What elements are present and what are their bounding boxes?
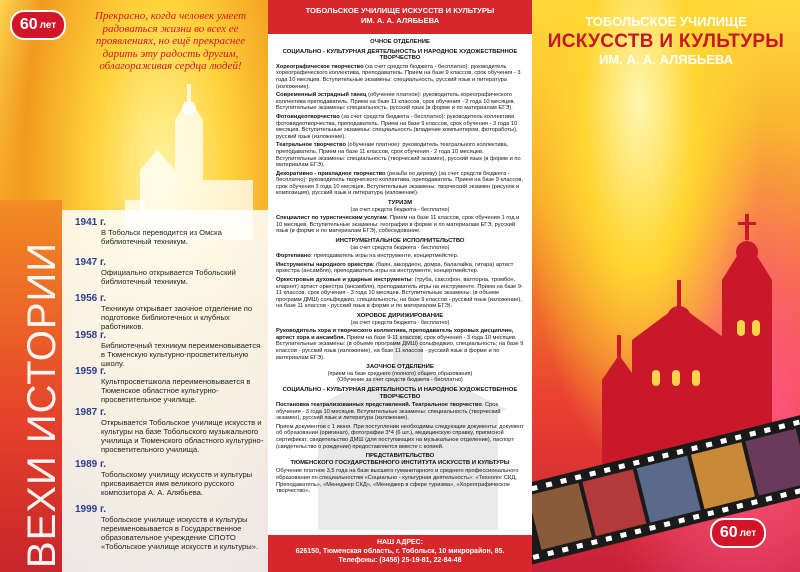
church-silhouette-left	[120, 80, 260, 240]
timeline-item	[75, 294, 265, 331]
section-heading: СОЦИАЛЬНО - КУЛЬТУРНАЯ ДЕЯТЕЛЬНОСТЬ И НАРОДНОЕ ХУДОЖЕСТВЕННОЕ ТВОРЧЕСТВО	[282, 48, 518, 62]
badge-suffix: лет	[39, 19, 57, 31]
program-name: Театральное творчество	[276, 142, 346, 149]
timeline-text: В Тобольск переводится из Омска библиотечный техникум.	[101, 228, 222, 246]
section-subheading: (за счет средств бюджета - бесплатно)	[350, 319, 450, 326]
admissions-text	[276, 36, 524, 495]
timeline-item	[75, 367, 265, 404]
program-paragraph	[276, 262, 524, 275]
epigraph-quote: Прекрасно, когда человек умеет радоваться жизни во всех ее проявлениях, но ещё прекраснее дарить эту радость другим, облагораживая сердца людей!	[94, 10, 247, 72]
section-heading: ХОРОВОЕ ДИРИЖИРОВАНИЕ	[356, 312, 444, 319]
program-name: Фотовидеотворчество	[276, 113, 340, 120]
program-details: (резьба по дереву) (за счет средств бюджета - бесплатно): руководитель творческого коллектива, преподаватель. Прием на базе 9 классов, срок обучения 3 года 10 месяцев. Вступительные экзамены: творческий экзамен (рисунок и композиция), русский язык и литература (изложение).	[276, 170, 524, 197]
program-paragraph	[276, 328, 524, 361]
timeline-year: 1956 г.	[75, 293, 106, 304]
school-name: ТОБОЛЬСКОЕ УЧИЛИЩЕ ИСКУССТВ И КУЛЬТУРЫ	[305, 6, 495, 15]
vertical-title: ВЕХИ ИСТОРИИ	[20, 241, 64, 569]
section-heading: СОЦИАЛЬНО - КУЛЬТУРНАЯ ДЕЯТЕЛЬНОСТЬ И НАРОДНОЕ ХУДОЖЕСТВЕННОЕ ТВОРЧЕСТВО	[282, 386, 518, 400]
photo-film-strip	[532, 405, 800, 572]
timeline-year: 1958 г.	[75, 330, 106, 341]
program-details: . Прием на базе 11 классов, срок обучения 1 год и 10 месяцев. Вступительные экзамены: география в форме и по материалам ЕГЭ, русский язык (в форме и по материалам ЕГЭ), собеседование.	[276, 215, 520, 235]
phone-numbers: Телефоны: (3456) 25-19-81, 22-84-48	[338, 557, 462, 564]
left-panel	[0, 0, 268, 572]
program-details: (за счет средств бюджета - бесплатно): руководитель хореографического коллектива, преподаватель. Прием на базе 9 классов, срок обучения - 3 года 10 месяцев. Вступительные экзамены: специальность, русский язык и литература (изложение).	[276, 63, 521, 90]
timeline-year: 1941 г.	[75, 217, 106, 228]
program-name: Фортепиано	[276, 253, 311, 260]
timeline-text: Тобольскому училищу искусств и культуры присваивается имя великого русского композитора А. А. Алябьева.	[101, 470, 253, 497]
anniversary-badge	[10, 10, 66, 40]
program-paragraph	[276, 92, 524, 112]
contact-footer	[268, 535, 532, 572]
timeline-item	[75, 258, 265, 286]
program-paragraph	[276, 171, 524, 197]
timeline-year: 1989 г.	[75, 459, 106, 470]
section-heading: ИНСТРУМЕНТАЛЬНОЕ ИСПОЛНИТЕЛЬСТВО	[335, 238, 465, 245]
timeline-text: Культпросветшкола переименовывается в Тюменское областное культурно-просветительное училище.	[101, 377, 251, 404]
program-paragraph	[276, 142, 524, 168]
section-subheading: (прием на базе среднего (полного) общего образования)	[327, 370, 473, 377]
program-paragraph	[276, 64, 524, 90]
program-name: Руководитель хора и творческого коллектива, преподаватель хоровых дисциплин, артист хора и ансамбля.	[276, 328, 514, 341]
timeline-item	[75, 460, 265, 497]
section-heading: ТУРИЗМ	[387, 200, 413, 207]
badge-number: 60	[719, 524, 738, 541]
timeline-item	[75, 505, 265, 551]
badge-suffix: лет	[739, 527, 757, 539]
timeline-text: Библиотечный техникум переименовывается в Тюменскую культурно-просветительную школу.	[101, 341, 261, 368]
timeline-text: Техникум открывает заочное отделение по подготовке библиотечных и клубных работников.	[101, 304, 253, 331]
section-subheading: (за счет средств бюджета - бесплатно)	[350, 206, 450, 213]
address-label: НАШ АДРЕС:	[376, 539, 424, 546]
section-heading: ЗАОЧНОЕ ОТДЕЛЕНИЕ	[366, 364, 434, 371]
timeline-text: Открывается Тобольское училище искусств и культуры на базе Тобольского музыкального училища и Тюменского областного культурно-просветительного училища.	[101, 418, 264, 454]
program-name: Современный эстрадный танец	[276, 92, 367, 99]
program-name: Оркестровые духовые и ударные инструменты	[276, 277, 412, 283]
program-details: (за счет средств бюджета - бесплатно): руководитель коллектива фотовидеотворчества, преподаватель. Прием на базе 9 классов, срок обучения - 3 года 10 месяцев. Вступительные экзамены: специальность (владение компьютером, фотоработы), русский язык (изложение).	[276, 113, 518, 140]
program-name: Хореографическое творчество	[276, 63, 364, 70]
section-heading: ТЮМЕНСКОГО ГОСУДАРСТВЕННОГО ИНСТИТУТА ИСКУССТВ И КУЛЬТУРЫ	[290, 459, 510, 466]
program-details: (обучение платное): руководитель театрального коллектива, преподаватель. Прием на базе 11 классов, срок обучения - 2 года 10 месяцев. Вступительные экзамены: специальность (творческий экзамен), русский язык (в форме и по материалам ЕГЭ).	[276, 142, 521, 169]
program-paragraph	[276, 402, 524, 422]
middle-panel	[268, 0, 532, 572]
address-text: 626150, Тюменская область, г. Тобольск, 10 микрорайон, 85.	[295, 548, 505, 555]
program-name: Специалист по туристическим услугам	[276, 215, 387, 222]
timeline-year: 1987 г.	[75, 407, 106, 418]
program-paragraph	[276, 277, 524, 310]
timeline-year: 1959 г.	[75, 366, 106, 377]
timeline-text: Тобольское училище искусств и культуры переименовывается в Государственное образовательное учреждение СПОТО «Тобольское училище искусств и культуры».	[101, 515, 259, 551]
right-panel	[532, 0, 800, 572]
cover-title-line2: ИСКУССТВ И КУЛЬТУРЫ	[547, 31, 785, 52]
program-name: Декоративно - прикладное творчество	[276, 170, 386, 177]
timeline-year: 1999 г.	[75, 504, 106, 515]
program-paragraph	[276, 253, 524, 260]
timeline-item	[75, 218, 265, 246]
program-details: : (баян, аккордеон, домра, балалайка, гитара) артист оркестра (ансамбля), преподаватель игры на инструменте, концертмейстер.	[276, 261, 514, 275]
representative-paragraph: Обучение платное 3,5 года на базе высшего гуманитарного и среднего профессионального образования по специальностям «Социально - культурная деятельность»: «Технолог СКД, Преподаватель», «Менеджер СКД», «Менеджер в сфере туризма», «Хореографическое творчество».	[276, 468, 519, 495]
cover-title-line1: ТОБОЛЬСКОЕ УЧИЛИЩЕ	[585, 14, 747, 29]
cover-title-line3: ИМ. А. А. АЛЯБЬЕВА	[598, 52, 734, 67]
program-name: Постановка театрализованных представлений. Театральное творчество	[276, 402, 482, 409]
program-details: : (труба, саксофон, валторна, тромбон, кларнет) артист оркестра (ансамбля), преподаватель игры на инструменте. Прием на базе 9-11 классов, срок обучения - 3 года 10 месяцев. Вступительные экзамены: (в объеме программ ДМШ) сольфеджио, специальность; на базе 9 классов - русский язык (изложение), на базе 11 классов - русский язык в форме и по материалам ЕГЭ).	[276, 277, 523, 310]
section-heading: ПРЕДСТАВИТЕЛЬСТВО	[365, 453, 435, 460]
school-named-after: ИМ. А. А. АЛЯБЬЕВА	[360, 16, 440, 25]
program-name: Инструменты народного оркестра	[276, 261, 373, 268]
timeline-item	[75, 408, 265, 454]
section-heading: ОЧНОЕ ОТДЕЛЕНИЕ	[370, 39, 430, 45]
section-subheading: (Обучение за счет средств бюджета - бесплатно)	[337, 377, 463, 384]
program-paragraph	[276, 114, 524, 140]
middle-header	[268, 0, 532, 34]
timeline-item	[75, 331, 265, 368]
program-details: (обучение платное): руководитель хореографического коллектива преподаватель. Прием на базе 11 классов, срок обучения - 2 года 10 месяцев. Вступительные экзамены: специальность, русский язык (в форме и по материалам ЕГЭ).	[276, 92, 516, 112]
program-paragraph	[276, 215, 524, 235]
program-details: Прием на базе 9-11 классов, срок обучения - 3 года 10 месяцев. Вступительные экзамены: (в объеме программ ДМШ) сольфеджио, специальность; на базе 9 классов - русский язык (изложение), на базе 11 классов - русский язык в форме и по материалам ЕГЭ).	[276, 334, 524, 361]
timeline-text: Официально открывается Тобольский библиотечный техникум.	[101, 268, 236, 286]
documents-paragraph: Прием документов с 1 июня. При поступлении необходимы следующие документы: документ об образовании (оригинал), фотографии 3*4 (6 шт.), медицинскую справку, приписной сертификат, свидетельство ДМШ (для поступающих на музыкальное отделение), паспорт (свидетельство о рождении) предоставляется вместе с копией.	[276, 423, 524, 450]
program-details: : преподаватель игры на инструменте, концертмейстер.	[310, 253, 459, 260]
timeline-year: 1947 г.	[75, 257, 106, 268]
anniversary-badge	[710, 518, 766, 548]
program-details: . Срок обучения - 3 года 10 месяцев. Вступительные экзамены: специальность (творческий экзамен), русский язык и литература (изложение).	[276, 402, 501, 422]
section-subheading: (за счет средств бюджета - бесплатно)	[350, 244, 450, 251]
badge-number: 60	[19, 16, 38, 33]
